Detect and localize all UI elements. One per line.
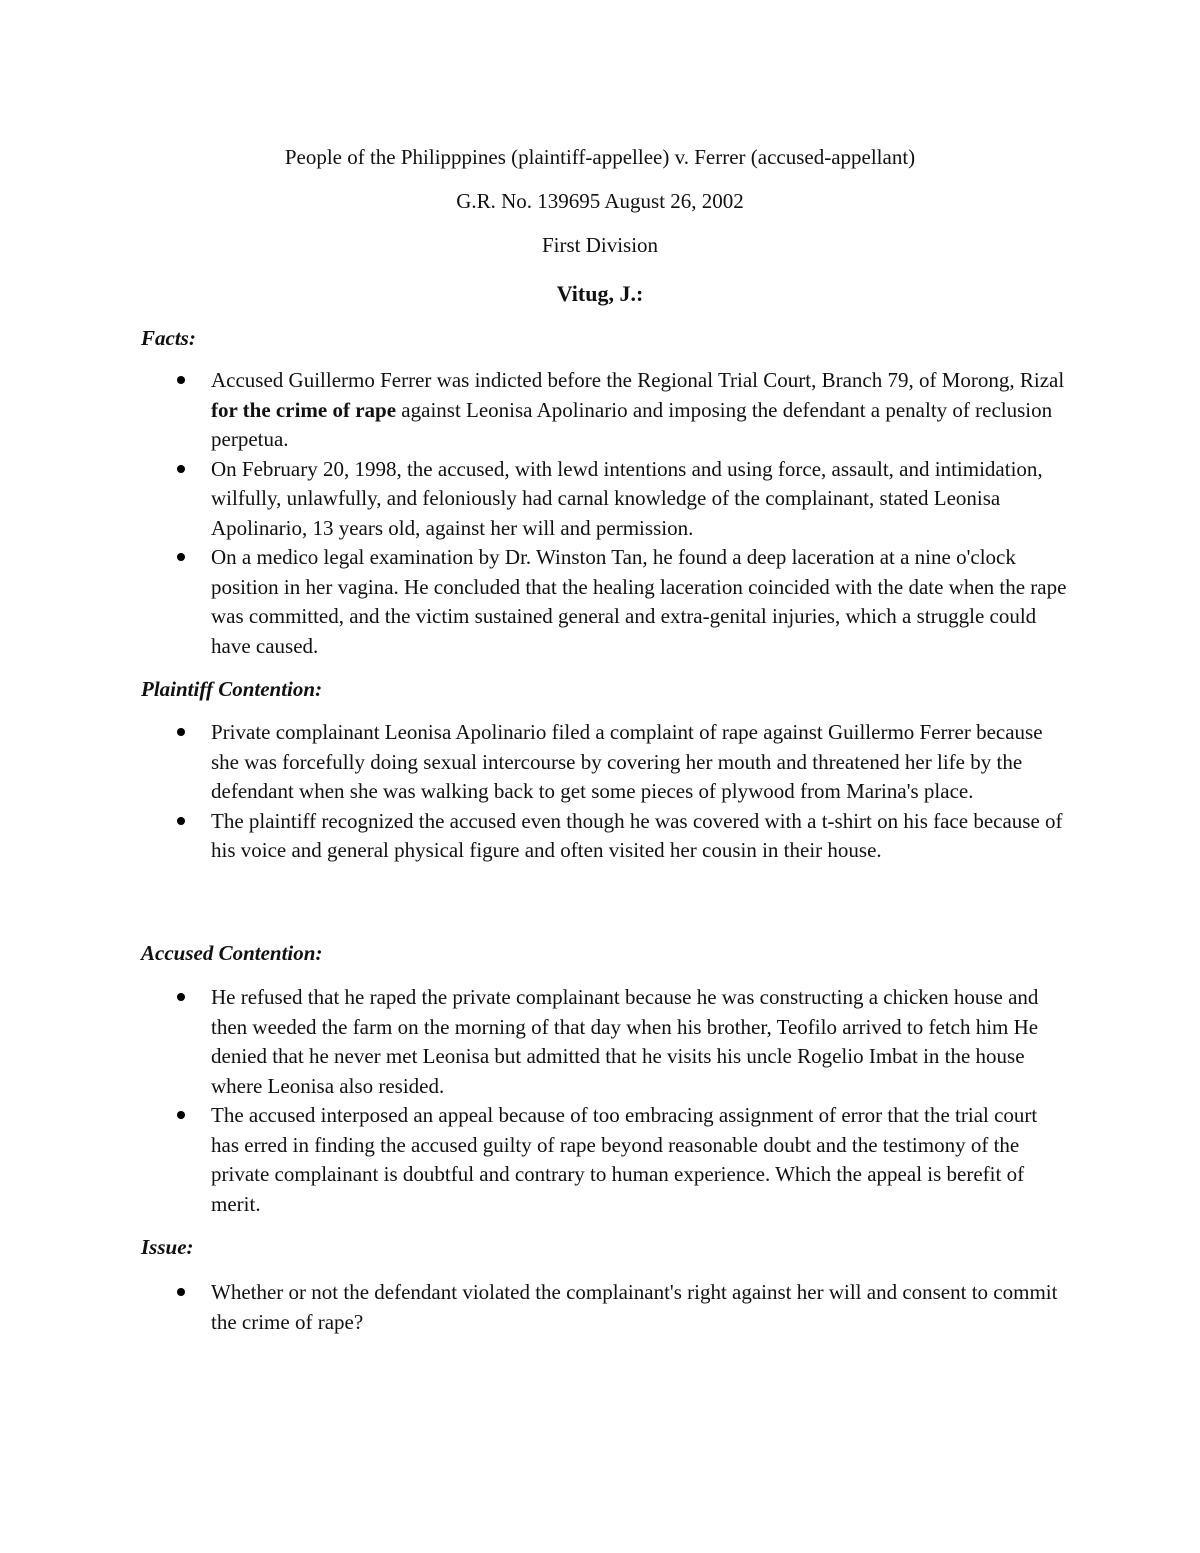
list-item [0,983,1200,1101]
division: First Division [541,233,659,257]
bullet-icon [177,728,185,736]
bullet-icon [177,1111,185,1119]
plaintiff-text: The plaintiff recognized the accused even though he was covered with a t-shirt on his face because of his voice and general physical figure and often visited her cousin in their house. [211,808,1063,862]
list-item [0,543,1200,661]
list-item [0,366,1200,455]
fact-text-bold: for the crime of rape [211,397,397,422]
list-item [0,1278,1200,1337]
accused-contention-heading: Accused Contention: [141,941,323,965]
bullet-icon [177,817,185,825]
list-item [0,1101,1200,1219]
issue-text: Whether or not the defendant violated the complainant's right against her will and consent to commit the crime of rape? [211,1280,1058,1334]
fact-text-after: against Leonisa Apolinario and imposing the defendant a penalty of reclusion perpetua. [211,397,1053,451]
issue-heading: Issue: [141,1235,194,1259]
issue-list [0,1278,1200,1337]
plaintiff-contention-list [0,718,1200,866]
bullet-icon [177,1288,185,1296]
list-item [0,455,1200,544]
bullet-icon [177,465,185,473]
bullet-icon [177,993,185,1001]
list-item [0,718,1200,807]
fact-text-before: Accused Guillermo Ferrer was indicted before the Regional Trial Court, Branch 79, of Morong, Rizal [211,368,1065,392]
facts-heading: Facts: [141,326,196,350]
accused-contention-list [0,983,1200,1219]
case-number: G.R. No. 139695 August 26, 2002 [456,189,744,213]
fact-text: On February 20, 1998, the accused, with lewd intentions and using force, assault, and intimidation, wilfully, unlawfully, and feloniously had carnal knowledge of the complainant, stated Leonisa Apolinario, 13 years old, against her will and permission. [211,456,1043,540]
fact-text: On a medico legal examination by Dr. Winston Tan, he found a deep laceration at a nine o'clock position in her vagina. He concluded that the healing laceration coincided with the date when the rape was committed, and the victim sustained general and extra-genital injuries, which a struggle could have caused. [211,545,1067,658]
bullet-icon [177,553,185,561]
bullet-icon [177,376,185,384]
ponente: Vitug, J.: [556,281,644,306]
plaintiff-contention-heading: Plaintiff Contention: [141,677,323,701]
facts-list [0,366,1200,661]
list-item [0,807,1200,866]
plaintiff-text: Private complainant Leonisa Apolinario filed a complaint of rape against Guillermo Ferrer because she was forcefully doing sexual intercourse by covering her mouth and threatened her life by the defendant when she was walking back to get some pieces of plywood from Marina's place. [211,720,1043,803]
accused-text: The accused interposed an appeal because of too embracing assignment of error that the trial court has erred in finding the accused guilty of rape beyond reasonable doubt and the testimony of the private complainant is doubtful and contrary to human experience. Which the appeal is berefit of merit. [211,1103,1038,1216]
accused-text: He refused that he raped the private complainant because he was constructing a chicken house and then weeded the farm on the morning of that day when his brother, Teofilo arrived to fetch him He denied that he never met Leonisa but admitted that he visits his uncle Rogelio Imbat in the house where Leonisa also resided. [211,985,1039,1098]
case-title: People of the Philipppines (plaintiff-appellee) v. Ferrer (accused-appellant) [284,145,916,169]
